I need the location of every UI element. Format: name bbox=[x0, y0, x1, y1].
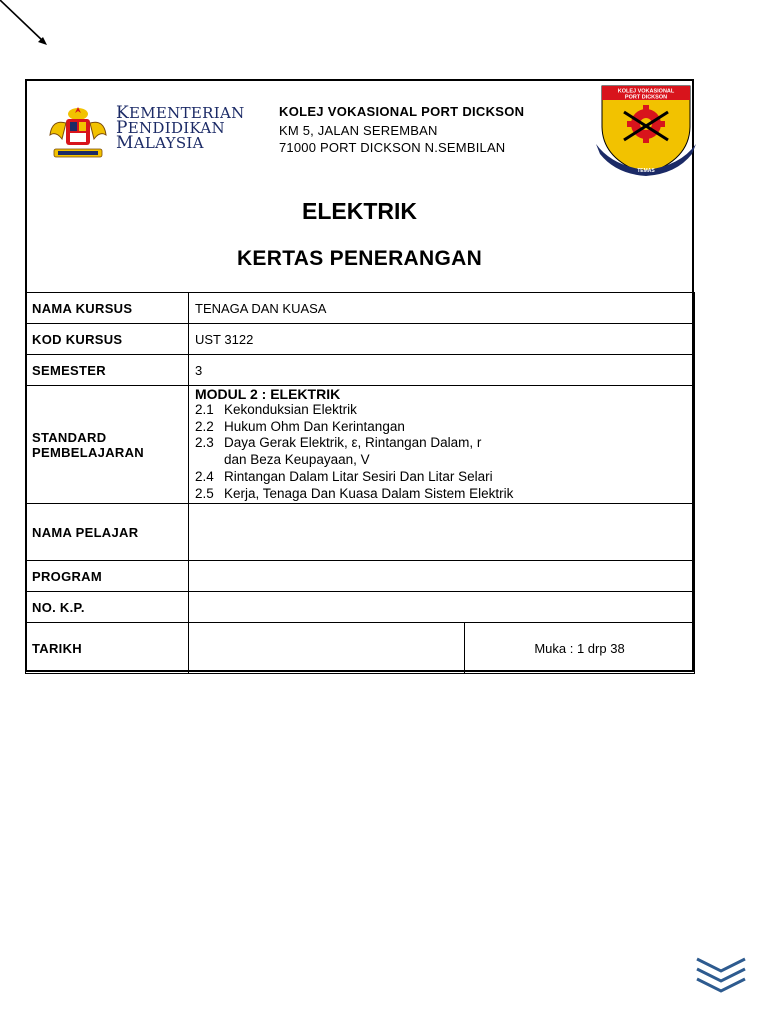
ministry-line-2: PENDIDIKAN bbox=[116, 118, 225, 138]
document-type-title: KERTAS PENERANGAN bbox=[236, 247, 483, 270]
college-address-line-2: 71000 PORT DICKSON N.SEMBILAN bbox=[279, 140, 506, 155]
triple-chevron-down-icon[interactable] bbox=[693, 953, 749, 993]
table-row-course-name bbox=[26, 293, 695, 324]
standard-item-continuation: dan Beza Keupayaan, V bbox=[224, 452, 370, 468]
course-code-value: UST 3122 bbox=[189, 324, 695, 355]
date-field[interactable] bbox=[189, 623, 465, 674]
standard-item: 2.4 Rintangan Dalam Litar Sesiri Dan Litar Selari bbox=[195, 468, 493, 484]
program-label: PROGRAM bbox=[26, 561, 189, 592]
standard-item: 2.1 Kekonduksian Elektrik bbox=[195, 402, 357, 417]
ic-number-field[interactable] bbox=[189, 592, 695, 623]
college-address-line-1: KM 5, JALAN SEREMBAN bbox=[279, 123, 438, 138]
kolej-vokasional-shield-icon bbox=[592, 82, 700, 178]
ministry-line-3: MALAYSIA bbox=[116, 133, 204, 153]
page-number: Muka : 1 drp 38 bbox=[465, 623, 695, 674]
semester-value: 3 bbox=[189, 355, 695, 386]
logo-text-top-2: PORT DICKSON bbox=[624, 94, 668, 101]
table-row-course-code bbox=[26, 324, 695, 355]
subject-title: ELEKTRIK bbox=[302, 198, 417, 224]
table-row-semester bbox=[26, 355, 695, 386]
logo-text-bottom: TEMAS bbox=[637, 168, 655, 174]
college-name: KOLEJ VOKASIONAL PORT DICKSON bbox=[279, 104, 525, 119]
standard-item: 2.5 Kerja, Tenaga Dan Kuasa Dalam Sistem Elektrik bbox=[195, 485, 514, 501]
standard-item: 2.3 Daya Gerak Elektrik, ε, Rintangan Dalam, r bbox=[195, 435, 482, 451]
semester-label: SEMESTER bbox=[26, 355, 189, 386]
logo-text-top-1: KOLEJ VOKASIONAL bbox=[617, 88, 675, 95]
learning-standard-label bbox=[26, 386, 189, 504]
ic-number-label: NO. K.P. bbox=[26, 592, 189, 623]
module-title: MODUL 2 : ELEKTRIK bbox=[195, 386, 341, 402]
course-name-value: TENAGA DAN KUASA bbox=[189, 293, 695, 324]
program-field[interactable] bbox=[189, 561, 695, 592]
header-block bbox=[27, 81, 692, 294]
malaysia-coat-of-arms-icon bbox=[44, 105, 112, 161]
date-label: TARIKH bbox=[26, 623, 189, 674]
course-code-label: KOD KURSUS bbox=[26, 324, 189, 355]
ministry-wordmark bbox=[116, 103, 245, 153]
table-row-date bbox=[26, 623, 695, 674]
table-row-learning-standard bbox=[26, 386, 695, 504]
student-name-label: NAMA PELAJAR bbox=[26, 504, 189, 561]
learning-standard-label-line-2: PEMBELAJARAN bbox=[32, 444, 144, 460]
diagonal-arrow-icon bbox=[0, 0, 60, 60]
ministry-line-1: KEMENTERIAN bbox=[116, 103, 245, 123]
table-row-program bbox=[26, 561, 695, 592]
learning-standard-value bbox=[189, 386, 695, 504]
course-info-table bbox=[25, 292, 695, 674]
table-row-ic-number bbox=[26, 592, 695, 623]
table-row-student-name bbox=[26, 504, 695, 561]
learning-standard-label-line-1: STANDARD bbox=[32, 429, 107, 445]
document-header-frame bbox=[25, 79, 694, 672]
course-name-label: NAMA KURSUS bbox=[26, 293, 189, 324]
student-name-field[interactable] bbox=[189, 504, 695, 561]
standard-item: 2.2 Hukum Ohm Dan Kerintangan bbox=[195, 418, 405, 434]
